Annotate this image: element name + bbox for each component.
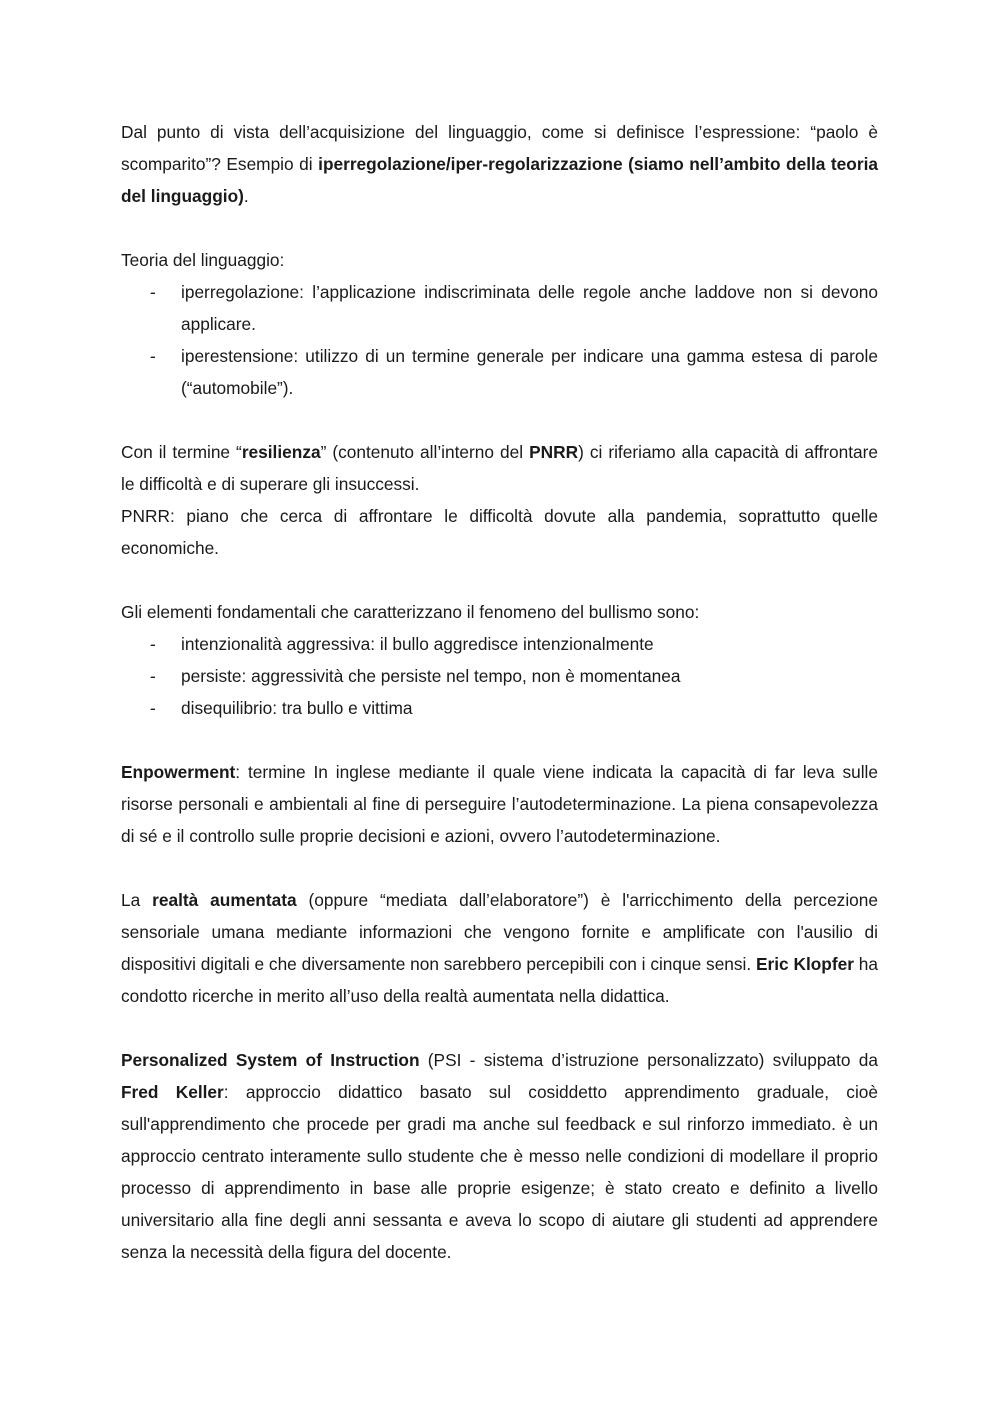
- heading-bullismo: Gli elementi fondamentali che caratterizzano il fenomeno del bullismo sono:: [121, 602, 700, 622]
- text: Con il termine “: [121, 442, 242, 462]
- text: Dal punto di vista dell’acquisizione del linguaggio, come si definisce l’espressione: “paolo è scomparito”? Esempio di: [121, 122, 878, 174]
- list-item: [121, 628, 878, 660]
- bold-text: realtà aumentata: [152, 890, 297, 910]
- list-item: [121, 340, 878, 404]
- paragraph-iperregolazione: [121, 116, 878, 212]
- spacer: [121, 852, 878, 884]
- paragraph-realta-aumentata: [121, 884, 878, 1012]
- document-page: [121, 116, 878, 1268]
- list-item-text: iperregolazione: l’applicazione indiscriminata delle regole anche laddove non si devono applicare.: [181, 282, 878, 334]
- bold-text: resilienza: [241, 442, 321, 462]
- bold-text: Personalized System of Instruction: [121, 1050, 420, 1070]
- text: ) ci riferiamo alla capacità di affrontare le difficoltà e di superare gli insuccessi.: [121, 442, 878, 494]
- list-item: [121, 276, 878, 340]
- paragraph-resilienza: [121, 436, 878, 500]
- list-bullismo: [121, 628, 878, 724]
- bold-text: PNRR: [529, 442, 579, 462]
- paragraph-pnrr: PNRR: piano che cerca di affrontare le difficoltà dovute alla pandemia, soprattutto quelle economiche.: [121, 506, 878, 558]
- text: ha condotto ricerche in merito all’uso della realtà aumentata nella didattica.: [121, 954, 878, 1006]
- bold-text: iperregolazione/iper-regolarizzazione (siamo nell’ambito della teoria del linguaggio): [121, 154, 878, 206]
- dash-bullet: -: [150, 346, 156, 366]
- list-item-text: disequilibrio: tra bullo e vittima: [181, 698, 413, 718]
- text: (PSI - sistema d’istruzione personalizzato) sviluppato da: [419, 1050, 878, 1070]
- text: La: [121, 890, 153, 910]
- spacer: [121, 564, 878, 596]
- bold-text: Enpowerment: [121, 762, 236, 782]
- heading-teoria: Teoria del linguaggio:: [121, 250, 285, 270]
- text: .: [243, 186, 249, 206]
- spacer: [121, 724, 878, 756]
- dash-bullet: -: [150, 666, 156, 686]
- text: ” (contenuto all’interno del: [320, 442, 530, 462]
- text: : approccio didattico basato sul cosiddetto apprendimento graduale, cioè sull'apprendimento che procede per gradi ma anche sul feedback e sul rinforzo immediato. è un approccio centrato interamente sullo studente che è messo nelle condizioni di modellare il proprio processo di apprendimento in base alle proprie esigenze; è stato creato e definito a livello universitario alla fine degli anni sessanta e aveva lo scopo di aiutare gli studenti ad apprendere senza la necessità della figura del docente.: [121, 1082, 879, 1262]
- list-item-text: persiste: aggressività che persiste nel tempo, non è momentanea: [181, 666, 681, 686]
- list-teoria: [121, 276, 878, 404]
- bold-text: Fred Keller: [121, 1082, 224, 1102]
- spacer: [121, 404, 878, 436]
- list-item: [121, 660, 878, 692]
- bold-text: Eric Klopfer: [756, 954, 854, 974]
- paragraph-psi: [121, 1044, 878, 1268]
- paragraph-enpowerment: [121, 756, 878, 852]
- list-item-text: iperestensione: utilizzo di un termine generale per indicare una gamma estesa di parole (“automobile”).: [181, 346, 878, 398]
- dash-bullet: -: [150, 282, 156, 302]
- dash-bullet: -: [150, 698, 156, 718]
- text: : termine In inglese mediante il quale viene indicata la capacità di far leva sulle risorse personali e ambientali al fine di perseguire l’autodeterminazione. La piena consapevolezza di sé e il controllo sulle proprie decisioni e azioni, ovvero l’autodeterminazione.: [121, 762, 878, 846]
- spacer: [121, 212, 878, 244]
- spacer: [121, 1012, 878, 1044]
- list-item: [121, 692, 878, 724]
- list-item-text: intenzionalità aggressiva: il bullo aggredisce intenzionalmente: [181, 634, 654, 654]
- dash-bullet: -: [150, 634, 156, 654]
- text: (oppure “mediata dall’elaboratore”) è l'arricchimento della percezione sensoriale umana mediante informazioni che vengono fornite e amplificate con l'ausilio di dispositivi digitali e che diversamente non sarebbero percepibili con i cinque sensi.: [121, 890, 878, 974]
